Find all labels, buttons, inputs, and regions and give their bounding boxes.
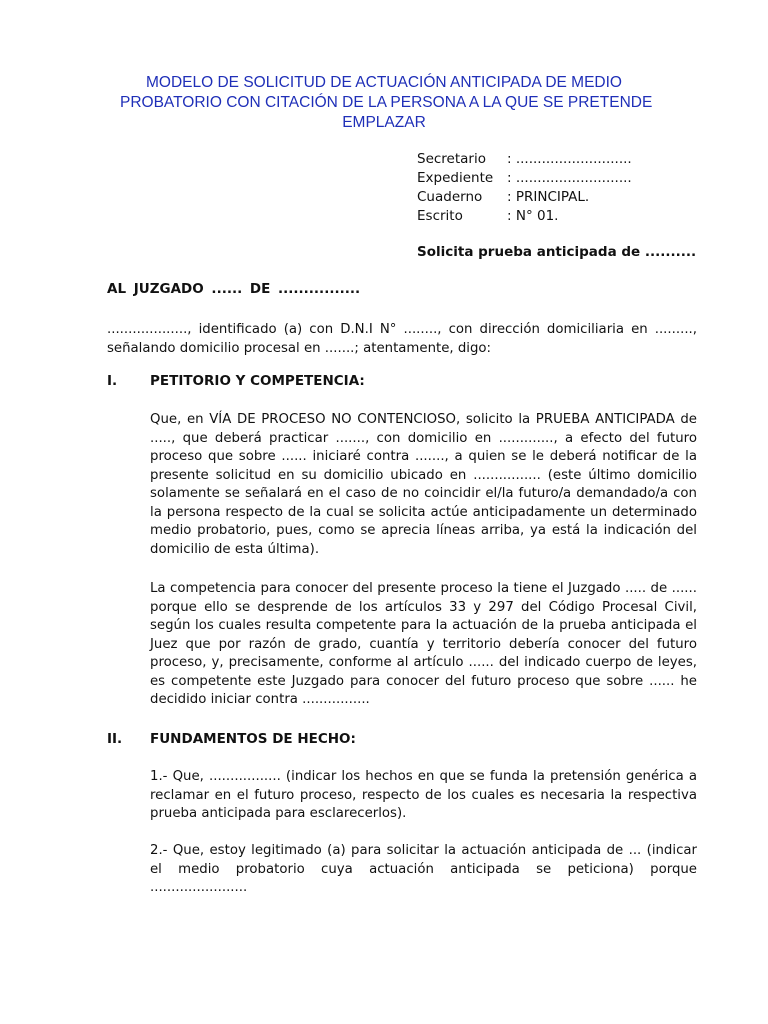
intro-paragraph: ..................., identificado (a) con D.N.I N° ........, con dirección domiciliaria en ........., señalando domicilio procesal en .......; atentamente, digo:: [107, 322, 697, 356]
meta-value: : N° 01.: [507, 208, 559, 224]
case-metadata: [417, 150, 632, 226]
meta-key: Expediente: [417, 170, 494, 186]
title-line-1: MODELO DE SOLICITUD DE ACTUACIÓN ANTICIPADA DE MEDIO: [146, 74, 622, 91]
meta-row-escrito: [417, 207, 632, 226]
meta-value: : ...........................: [507, 151, 632, 167]
meta-value: : ...........................: [507, 170, 632, 186]
section-heading-petitorio: [107, 373, 365, 389]
title-line-2: PROBATORIO CON CITACIÓN DE LA PERSONA A LA QUE SE PRETENDE: [120, 94, 653, 111]
paragraph-fundamento-2: 2.- Que, estoy legitimado (a) para solicitar la actuación anticipada de ... (indicar el medio probatorio cuya actuación anticipada se peticiona) porque .......................: [150, 843, 697, 895]
document-title: [120, 73, 653, 133]
addressee: AL JUZGADO ...... DE ................: [107, 281, 361, 297]
paragraph-petitorio-1: Que, en VÍA DE PROCESO NO CONTENCIOSO, solicito la PRUEBA ANTICIPADA de ....., que deberá practicar ......., con domicilio en ............., a efecto del futuro proceso que sobre ...... iniciaré contra ......., a quien se le deberá notificar de la presente solicitud en su domicilio ubicado en ................ (este último domicilio solamente se señalará en el caso de no coincidir el/la futuro/a demandado/a con la persona respecto de la cual se solicita actúe anticipadamente un determinado medio probatorio, pues, como se aprecia líneas arriba, ya está la indicación del domicilio de esta última).: [150, 412, 697, 557]
meta-value: : PRINCIPAL.: [507, 189, 590, 205]
subject-line: Solicita prueba anticipada de ..........: [417, 244, 697, 260]
meta-row-secretario: [417, 150, 632, 169]
section-number: I.: [107, 373, 118, 389]
section-title: FUNDAMENTOS DE HECHO:: [150, 731, 356, 747]
section-title: PETITORIO Y COMPETENCIA:: [150, 373, 365, 389]
section-number: II.: [107, 731, 123, 747]
title-line-3: EMPLAZAR: [342, 114, 426, 131]
meta-key: Escrito: [417, 208, 463, 224]
meta-row-expediente: [417, 169, 632, 188]
meta-key: Secretario: [417, 151, 486, 167]
meta-row-cuaderno: [417, 188, 632, 207]
meta-key: Cuaderno: [417, 189, 483, 205]
paragraph-competencia: La competencia para conocer del presente proceso la tiene el Juzgado ..... de ...... porque ello se desprende de los artículos 33 y 297 del Código Procesal Civil, según los cuales resulta competente para la actuación de la prueba anticipada el Juez que por razón de grado, cuantía y territorio debería conocer del futuro proceso, y, precisamente, conforme al artículo ...... del indicado cuerpo de leyes, es competente este Juzgado para conocer del futuro proceso que sobre ...... he decidido iniciar contra ................: [150, 581, 697, 707]
section-heading-fundamentos: [107, 731, 356, 747]
paragraph-fundamento-1: 1.- Que, ................. (indicar los hechos en que se funda la pretensión genérica a reclamar en el futuro proceso, respecto de los cuales es necesaria la respectiva prueba anticipada para esclarecerlos).: [150, 769, 697, 821]
